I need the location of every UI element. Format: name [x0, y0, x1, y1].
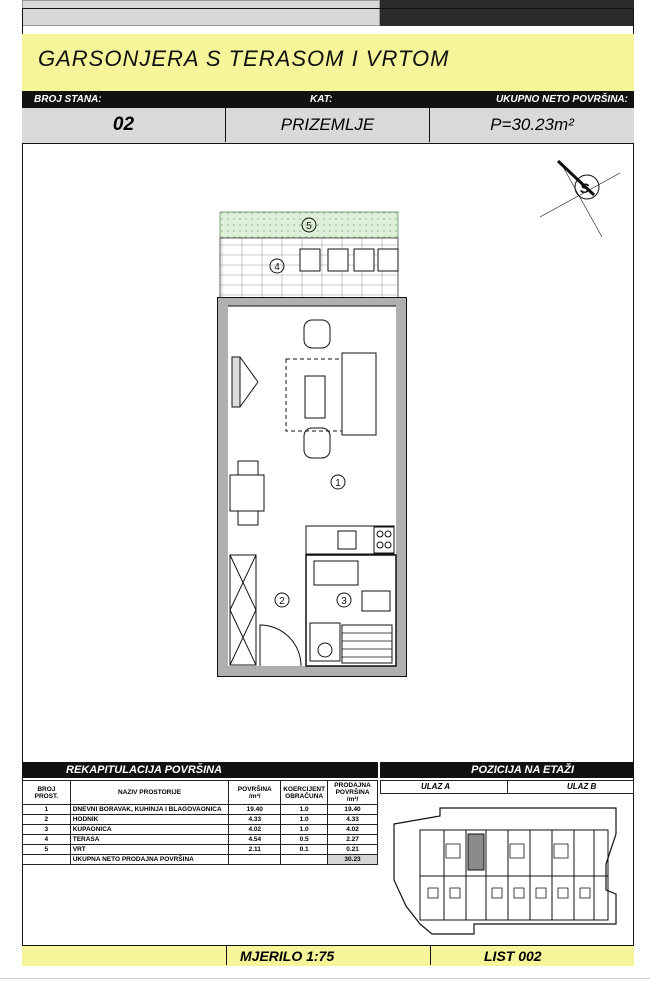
area-recap-section [22, 762, 634, 948]
entrance-a-label: ULAZ A [421, 782, 451, 791]
col-area-header: POVRŠINA /m²/ [229, 781, 281, 805]
apartment-number-label: BROJ STANA: [34, 94, 102, 105]
sheet-number: LIST 002 [484, 948, 542, 964]
total-area-value: P=30.23m² [490, 115, 574, 134]
table-row: 2 HODNIK 4.33 1.0 4.33 [23, 815, 378, 825]
total-area-label: UKUPNO NETO POVRŠINA: [495, 94, 628, 105]
apartment-highlight [468, 834, 484, 870]
site-position-plan [380, 794, 634, 944]
floor-plan [22, 145, 634, 761]
table-row: 3 KUPAONICA 4.02 1.0 4.02 [23, 825, 378, 835]
svg-text:4: 4 [274, 262, 280, 273]
total-value: 30.23 [328, 855, 378, 865]
table-row: 5 VRT 2.11 0.1 0.21 [23, 845, 378, 855]
apartment-number: 02 [22, 108, 226, 142]
col-number-header: BROJ PROST. [23, 781, 71, 805]
entrance-labels [380, 780, 634, 794]
kitchen-counter [306, 526, 394, 554]
wardrobe [230, 555, 256, 665]
page-bottom-divider [0, 978, 650, 979]
sheet-title: GARSONJERA S TERASOM I VRTOM [22, 34, 634, 92]
header-labels [22, 92, 634, 108]
footer [22, 945, 634, 966]
col-sale-header: PRODAJNA POVRŠINA /m²/ [328, 781, 378, 805]
north-symbol: S [580, 180, 590, 196]
area-table [22, 780, 378, 865]
svg-text:3: 3 [341, 596, 347, 607]
floor-label: KAT: [310, 94, 333, 105]
table-row: 4 TERASA 4.54 0.5 2.27 [23, 835, 378, 845]
total-label: UKUPNA NETO PRODAJNA POVRŠINA [70, 855, 229, 865]
col-coef-header: KOERCIJENT OBRAČUNA [281, 781, 328, 805]
floor-value: PRIZEMLJE [226, 108, 430, 142]
scale-label: MJERILO 1:75 [240, 948, 335, 964]
svg-text:1: 1 [335, 478, 341, 489]
total-row [23, 855, 378, 865]
position-title: POZICIJA NA ETAŽI [380, 762, 634, 778]
header-values [22, 108, 634, 144]
svg-text:5: 5 [306, 221, 312, 232]
north-arrow-icon [540, 161, 620, 237]
entrance-b-label: ULAZ B [567, 782, 597, 791]
table-row: 1 DNEVNI BORAVAK, KUHINJA I BLAGOVAONICA 19.40 1.0 19.40 [23, 805, 378, 815]
col-name-header: NAZIV PROSTORIJE [70, 781, 229, 805]
svg-text:2: 2 [279, 596, 285, 607]
recap-title: REKAPITULACIJA POVRŠINA [22, 762, 378, 778]
